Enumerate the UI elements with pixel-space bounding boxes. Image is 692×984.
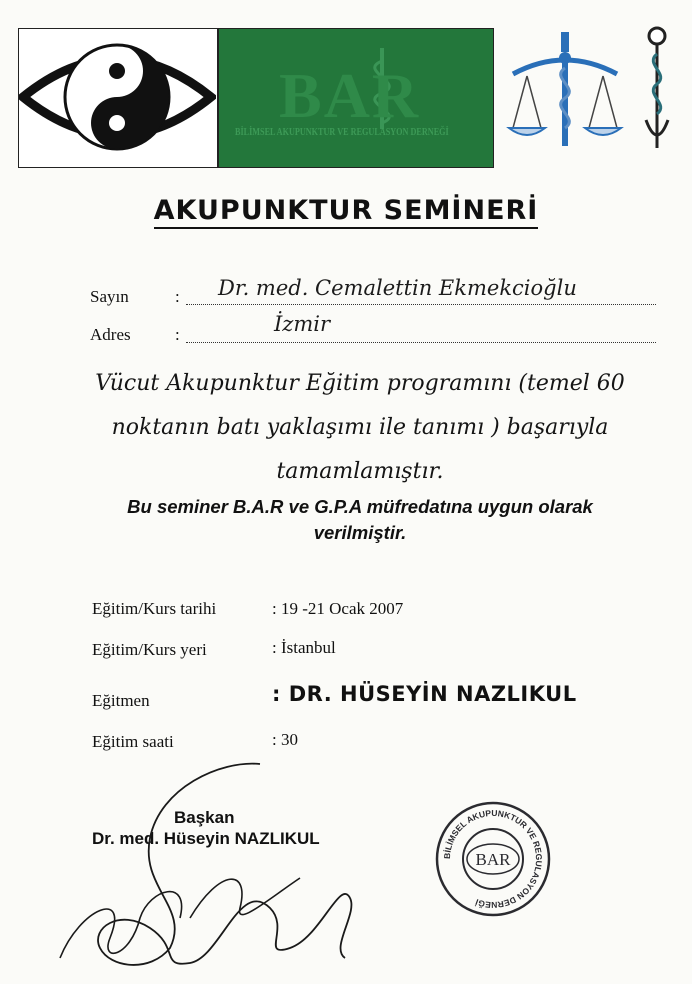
certificate-title-text: AKUPUNKTUR SEMİNERİ <box>154 195 539 229</box>
recipient-address: İzmir <box>274 312 331 336</box>
association-name: BİLİMSEL AKUPUNKTUR VE REGULASYON DERNEĞİ <box>235 127 449 138</box>
statement-line-3: tamamlamıştır. <box>276 459 444 484</box>
notice-line-2: verilmiştir. <box>313 522 407 543</box>
statement-line-1: Vücut Akupunktur Eğitim programını (temel 60 <box>95 371 625 396</box>
chair-title: Başkan <box>174 808 235 827</box>
association-stamp <box>432 798 554 920</box>
course-date-label: Eğitim/Kurs tarihi <box>92 599 217 618</box>
banner-initials: BAR <box>279 60 421 131</box>
training-hours-value: : 30 <box>272 730 298 749</box>
name-colon: : <box>175 287 180 306</box>
address-colon: : <box>175 325 180 344</box>
statement-line-2: noktanın batı yaklaşımı ile tanımı ) başarıyla <box>111 415 609 440</box>
course-place-label: Eğitim/Kurs yeri <box>92 640 207 659</box>
completion-statement <box>80 362 640 494</box>
staff-icon <box>640 24 674 154</box>
address-dotted-line <box>186 322 656 343</box>
instructor-label: Eğitmen <box>92 691 150 710</box>
recipient-name: Dr. med. Cemalettin Ekmekcioğlu <box>218 276 577 300</box>
eye-icon <box>19 29 216 166</box>
chair-name: Dr. med. Hüseyin NAZLIKUL <box>92 829 320 848</box>
name-label: Sayın <box>90 287 129 306</box>
course-date-value: : 19 -21 Ocak 2007 <box>272 599 404 618</box>
course-place-value: : İstanbul <box>272 638 336 657</box>
stamp-initials: BAR <box>475 850 511 869</box>
bar-association-banner <box>218 28 494 168</box>
address-label: Adres <box>90 325 131 344</box>
scales-emblem <box>505 28 633 153</box>
yin-yang-eye-logo <box>18 28 218 168</box>
caduceus-emblem <box>640 24 674 154</box>
instructor-value: : DR. HÜSEYİN NAZLIKUL <box>272 682 577 706</box>
scales-of-justice-icon <box>505 28 633 153</box>
stamp-ring-textpath: BİLİMSEL AKUPUNKTUR VE REGULASYON DERNEĞİ <box>441 807 545 911</box>
curriculum-notice <box>80 494 640 546</box>
training-hours-label: Eğitim saati <box>92 732 174 751</box>
handwritten-signature <box>40 758 370 980</box>
notice-line-1: Bu seminer B.A.R ve G.P.A müfredatına uygun olarak <box>127 496 593 517</box>
certificate-title <box>0 195 692 226</box>
